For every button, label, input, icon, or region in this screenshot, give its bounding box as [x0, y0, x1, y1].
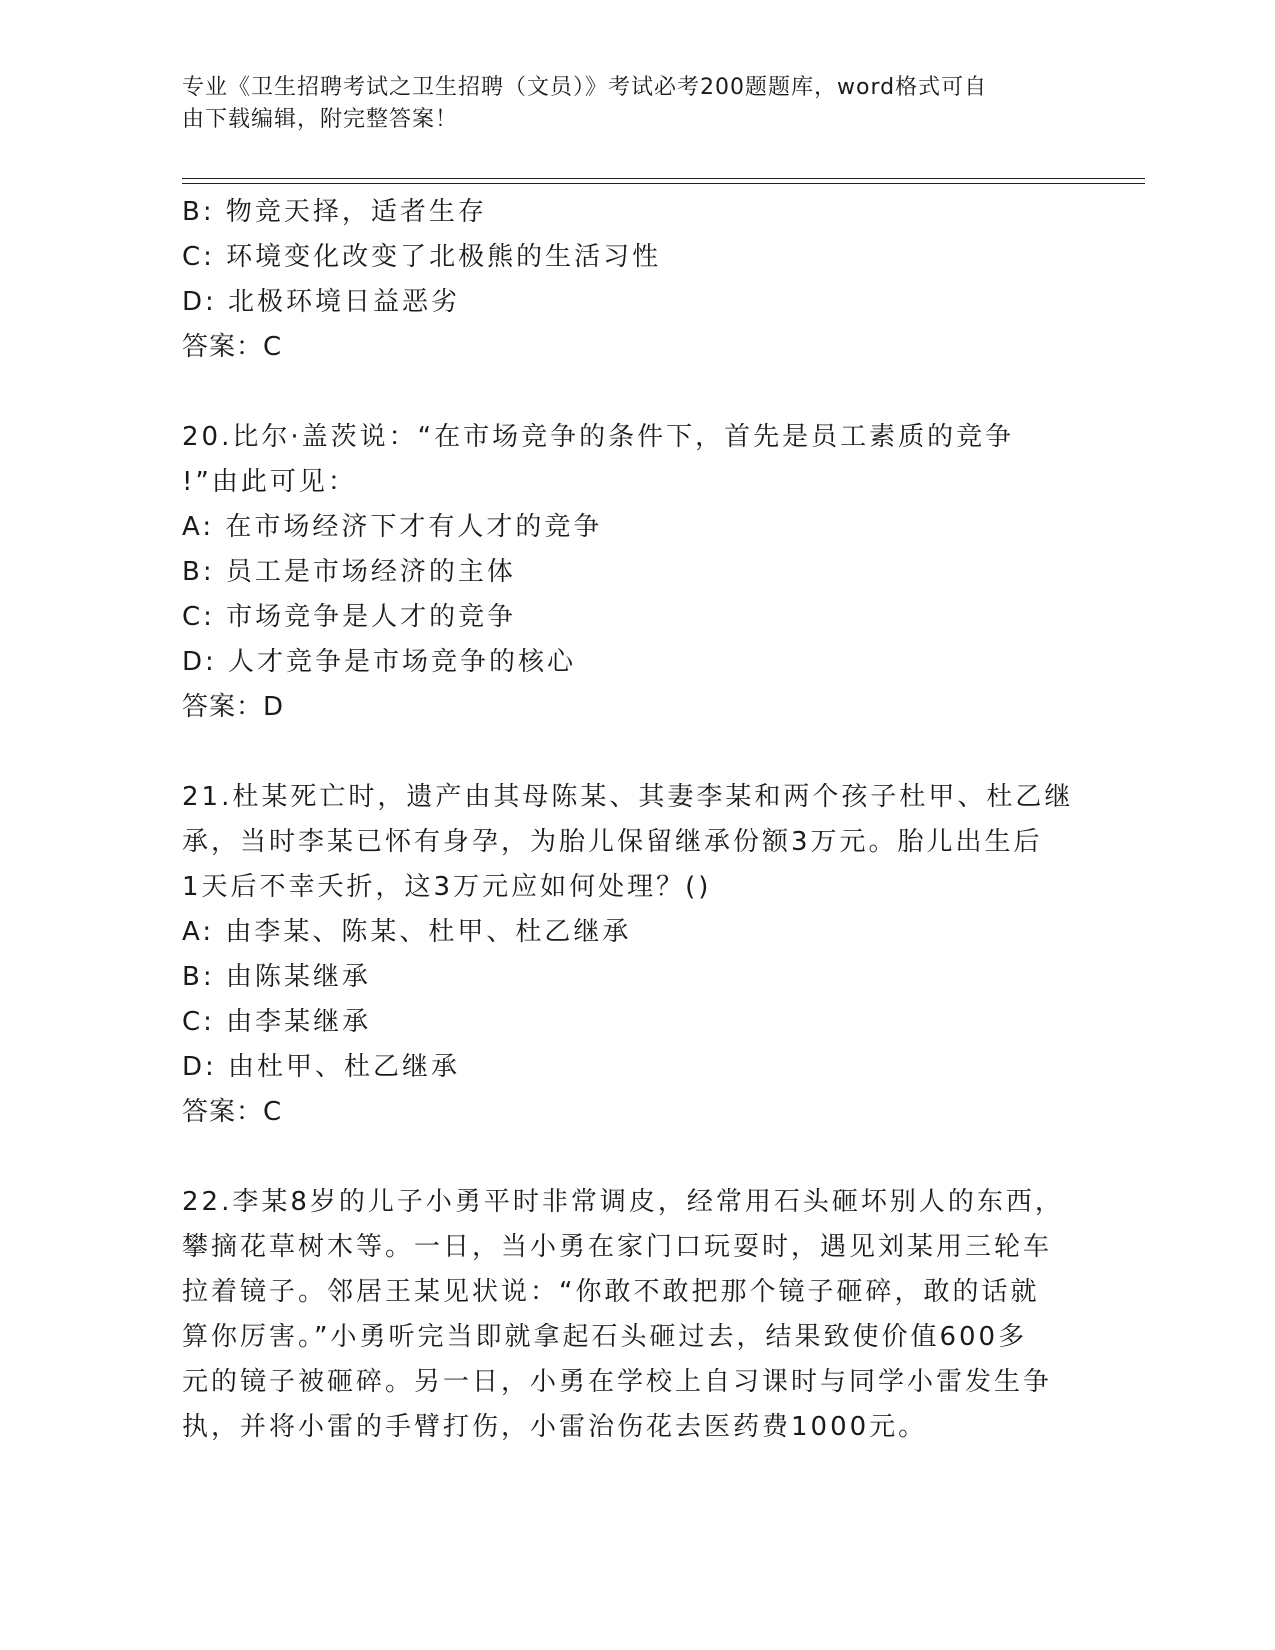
question-stem-line: 22.李某8岁的儿子小勇平时非常调皮，经常用石头砸坏别人的东西， — [182, 1187, 1064, 1217]
question-stem-line: 21.杜某死亡时，遗产由其母陈某、其妻李某和两个孩子杜甲、杜乙继 — [182, 782, 1074, 812]
spacer — [182, 1135, 1082, 1180]
document-header — [182, 72, 1062, 136]
header-divider-bottom — [182, 183, 1145, 184]
question-stem-line: 算你厉害。”小勇听完当即就拿起石头砸过去，结果致使价值600多 — [182, 1322, 1028, 1352]
header-divider-top — [182, 178, 1145, 179]
option-b: B: 员工是市场经济的主体 — [182, 557, 516, 587]
spacer — [182, 370, 1082, 415]
question-stem-line: 拉着镜子。邻居王某见状说：“你敢不敢把那个镜子砸碎，敢的话就 — [182, 1277, 1040, 1307]
option-d: D: 北极环境日益恶劣 — [182, 287, 461, 317]
question-stem-line: !”由此可见： — [182, 467, 357, 497]
option-c: C: 由李某继承 — [182, 1007, 372, 1037]
question-content — [182, 190, 1082, 1450]
question-stem-line: 元的镜子被砸碎。另一日，小勇在学校上自习课时与同学小雷发生争 — [182, 1367, 1053, 1397]
question-stem-line: 承，当时李某已怀有身孕，为胎儿保留继承份额3万元。胎儿出生后 — [182, 827, 1043, 857]
question-19 — [182, 190, 1082, 370]
answer-line: 答案：C — [182, 332, 283, 362]
question-22 — [182, 1180, 1082, 1450]
option-d: D: 由杜甲、杜乙继承 — [182, 1052, 461, 1082]
option-b: B: 由陈某继承 — [182, 962, 371, 992]
option-d: D: 人才竞争是市场竞争的核心 — [182, 647, 577, 677]
header-line-1: 专业《卫生招聘考试之卫生招聘（文员）》考试必考200题题库，word格式可自 — [182, 75, 988, 100]
question-stem-line: 执，并将小雷的手臂打伤，小雷治伤花去医药费1000元。 — [182, 1412, 928, 1442]
question-20 — [182, 415, 1082, 730]
option-c: C: 环境变化改变了北极熊的生活习性 — [182, 242, 662, 272]
question-stem-line: 1天后不幸夭折，这3万元应如何处理？() — [182, 872, 712, 902]
option-b: B: 物竞天择，适者生存 — [182, 197, 487, 227]
question-21 — [182, 775, 1082, 1135]
spacer — [182, 730, 1082, 775]
option-a: A: 在市场经济下才有人才的竞争 — [182, 512, 603, 542]
option-a: A: 由李某、陈某、杜甲、杜乙继承 — [182, 917, 632, 947]
option-c: C: 市场竞争是人才的竞争 — [182, 602, 517, 632]
question-stem-line: 攀摘花草树木等。一日，当小勇在家门口玩耍时，遇见刘某用三轮车 — [182, 1232, 1053, 1262]
header-line-2: 由下载编辑，附完整答案！ — [182, 107, 459, 132]
answer-line: 答案：D — [182, 692, 285, 722]
question-stem-line: 20.比尔·盖茨说：“在市场竞争的条件下，首先是员工素质的竞争 — [182, 422, 1015, 452]
answer-line: 答案：C — [182, 1097, 283, 1127]
